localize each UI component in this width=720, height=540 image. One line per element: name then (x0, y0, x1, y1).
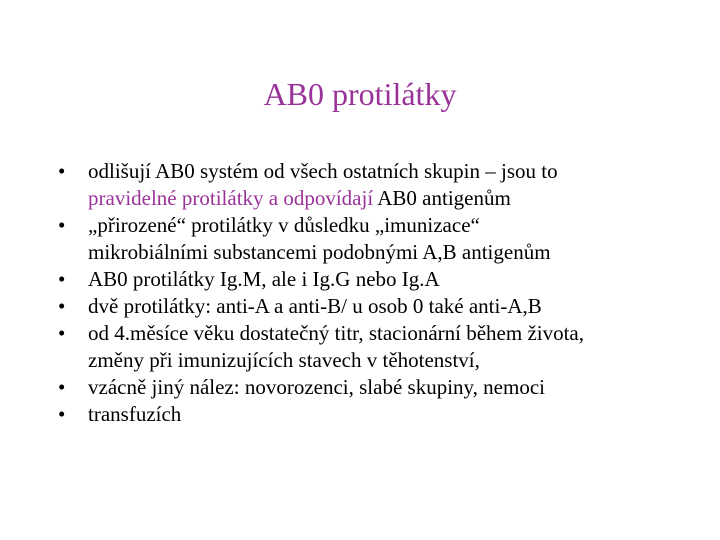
bullet-dot-icon: • (58, 375, 66, 399)
bullet-5-line-2: změny při imunizujících stavech v těhotenství, (88, 348, 480, 372)
bullet-4-line-1: dvě protilátky: anti-A a anti-B/ u osob 0 také anti-A,B (88, 294, 542, 318)
bullet-1-line-2-rest: AB0 antigenům (373, 186, 511, 210)
bullet-item-3 (56, 266, 676, 293)
bullet-list (56, 158, 676, 428)
bullet-dot-icon: • (58, 159, 66, 183)
bullet-1-highlight-text: pravidelné protilátky a odpovídají (88, 186, 374, 210)
bullet-item-6 (56, 374, 676, 401)
bullet-1-line-2 (88, 185, 676, 212)
bullet-6-line-1: vzácně jiný nález: novorozenci, slabé skupiny, nemoci (88, 375, 545, 399)
bullet-7-line-1: transfuzích (88, 402, 182, 426)
bullet-2-line-2: mikrobiálními substancemi podobnými A,B antigenům (88, 240, 551, 264)
bullet-dot-icon: • (58, 213, 66, 237)
bullet-2-line-1: „přirozené“ protilátky v důsledku „imunizace“ (88, 213, 480, 237)
bullet-item-2 (56, 212, 676, 266)
bullet-item-7 (56, 401, 676, 428)
bullet-5-line-1: od 4.měsíce věku dostatečný titr, stacionární během života, (88, 321, 585, 345)
slide-title: AB0 protilátky (263, 76, 457, 112)
bullet-item-4 (56, 293, 676, 320)
bullet-dot-icon: • (58, 321, 66, 345)
bullet-dot-icon: • (58, 267, 66, 291)
bullet-dot-icon: • (58, 294, 66, 318)
bullet-dot-icon: • (58, 402, 66, 426)
bullet-item-5 (56, 320, 676, 374)
bullet-1-line-1: odlišují AB0 systém od všech ostatních skupin – jsou to (88, 159, 558, 183)
bullet-3-line-1: AB0 protilátky Ig.M, ale i Ig.G nebo Ig.A (88, 267, 440, 291)
bullet-item-1 (56, 158, 676, 212)
